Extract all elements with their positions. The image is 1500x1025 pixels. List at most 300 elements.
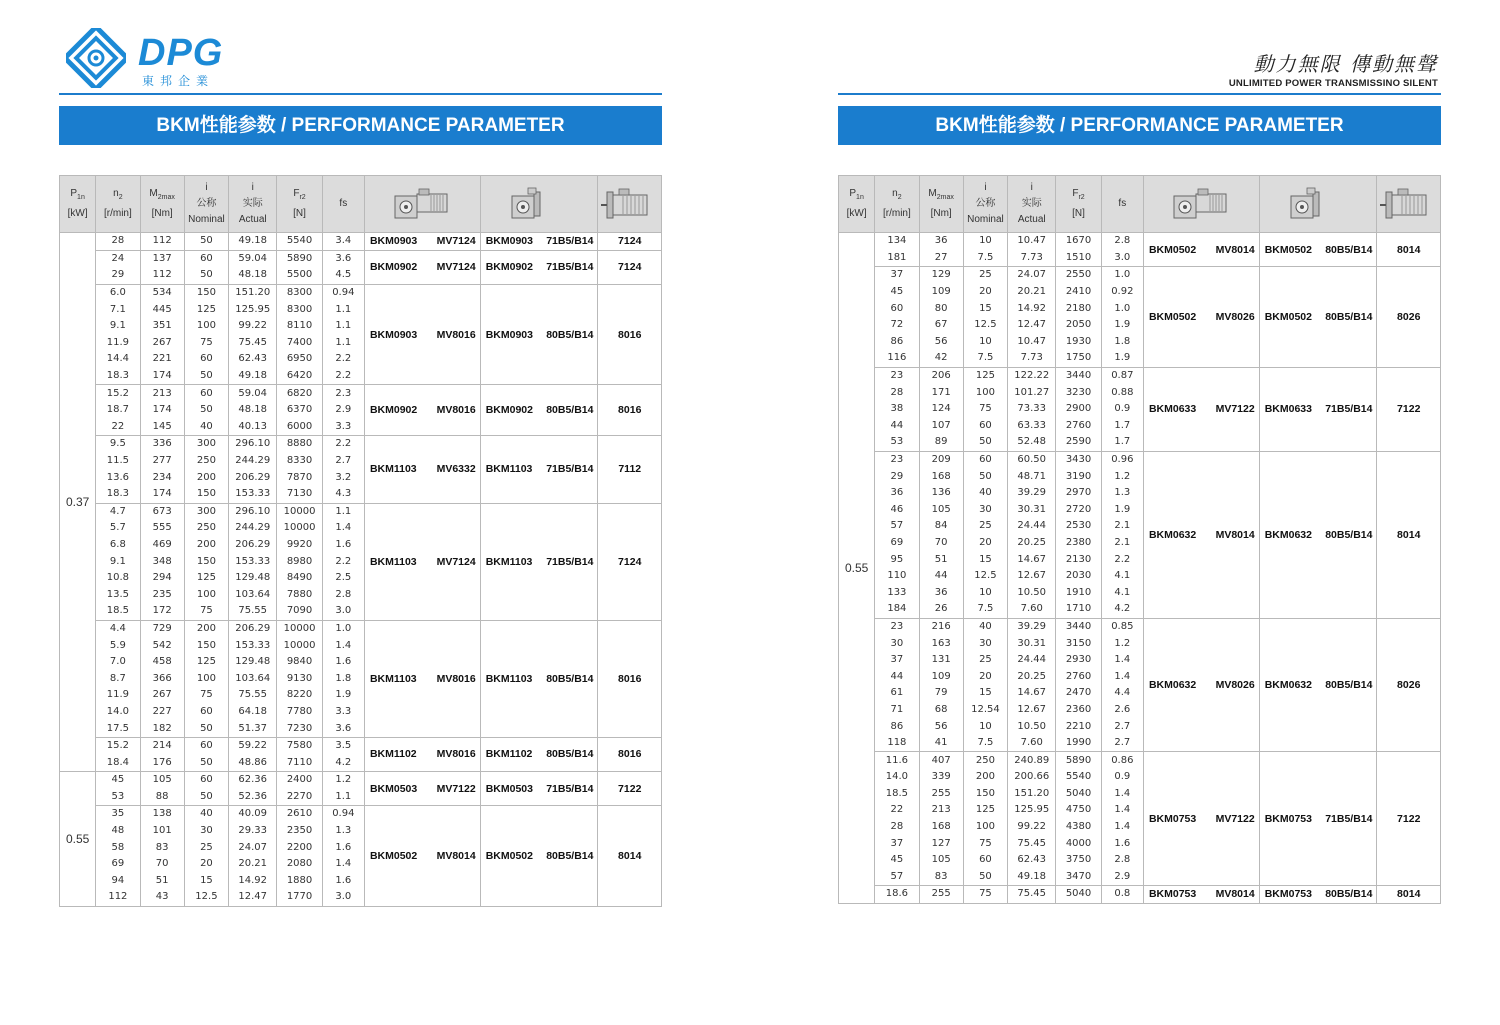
force-cell: 8300 xyxy=(277,301,322,318)
ratio-actual-cell: 12.67 xyxy=(1008,568,1056,585)
ratio-nominal-cell: 60 xyxy=(184,772,228,789)
torque-cell: 176 xyxy=(140,754,184,771)
speed-cell: 134 xyxy=(875,233,919,250)
torque-cell: 729 xyxy=(140,620,184,637)
speed-cell: 24 xyxy=(96,250,140,267)
fs-cell: 2.1 xyxy=(1101,518,1143,535)
model-m1-cell: BKM0903 xyxy=(364,284,424,385)
ratio-actual-cell: 7.60 xyxy=(1008,735,1056,752)
slogan-en: UNLIMITED POWER TRANSMISSINO SILENT xyxy=(1228,78,1438,89)
model-m4-cell: 71B5/B14 xyxy=(539,436,598,503)
col-power-sub: 1n xyxy=(856,194,864,201)
torque-cell: 44 xyxy=(919,568,963,585)
torque-cell: 89 xyxy=(919,434,963,451)
force-cell: 2400 xyxy=(277,772,322,789)
model-m2-cell: MV7122 xyxy=(425,772,480,806)
ratio-nominal-cell: 50 xyxy=(963,434,1007,451)
ratio-nominal-cell: 15 xyxy=(963,551,1007,568)
model-m4-cell: 80B5/B14 xyxy=(539,385,598,436)
speed-cell: 14.0 xyxy=(875,769,919,786)
force-cell: 3750 xyxy=(1056,852,1101,869)
ratio-nominal-cell: 10 xyxy=(963,233,1007,250)
ratio-actual-cell: 103.64 xyxy=(229,670,277,687)
ratio-nominal-cell: 200 xyxy=(963,769,1007,786)
force-cell: 2610 xyxy=(277,806,322,823)
col-power-sub: 1n xyxy=(77,194,85,201)
ratio-nominal-cell: 25 xyxy=(963,267,1007,284)
ratio-actual-cell: 99.22 xyxy=(1008,819,1056,836)
ratio-actual-cell: 125.95 xyxy=(1008,802,1056,819)
ratio-actual-cell: 40.09 xyxy=(229,806,277,823)
ratio-nominal-cell: 25 xyxy=(184,839,228,856)
table-row xyxy=(60,806,662,823)
ratio-actual-cell: 14.92 xyxy=(1008,300,1056,317)
torque-cell: 43 xyxy=(140,889,184,906)
col-ratio-actual xyxy=(1008,176,1056,233)
speed-cell: 72 xyxy=(875,317,919,334)
table-row xyxy=(60,385,662,402)
torque-cell: 294 xyxy=(140,570,184,587)
fs-cell: 1.4 xyxy=(1101,819,1143,836)
torque-cell: 555 xyxy=(140,520,184,537)
speed-cell: 69 xyxy=(875,535,919,552)
model-m3-cell: BKM0632 xyxy=(1259,451,1317,618)
torque-cell: 336 xyxy=(140,436,184,453)
speed-cell: 37 xyxy=(875,652,919,669)
ratio-actual-cell: 29.33 xyxy=(229,823,277,840)
speed-cell: 58 xyxy=(96,839,140,856)
fs-cell: 2.6 xyxy=(1101,702,1143,719)
torque-cell: 214 xyxy=(140,737,184,754)
col-speed xyxy=(875,176,919,233)
force-cell: 2270 xyxy=(277,789,322,806)
model-m2-cell: MV7124 xyxy=(425,233,480,251)
slogan xyxy=(1229,48,1438,89)
torque-cell: 174 xyxy=(140,402,184,419)
fs-cell: 2.2 xyxy=(322,436,364,453)
ratio-nominal-cell: 200 xyxy=(184,620,228,637)
ratio-actual-cell: 24.44 xyxy=(1008,652,1056,669)
col-force-letter: F xyxy=(1072,188,1079,199)
col-force-unit: [N] xyxy=(293,208,306,219)
col-gearmotor xyxy=(364,176,480,233)
force-cell: 5500 xyxy=(277,267,322,284)
ratio-actual-cell: 296.10 xyxy=(229,436,277,453)
ratio-nominal-cell: 20 xyxy=(184,856,228,873)
force-cell: 2470 xyxy=(1056,685,1101,702)
force-cell: 1510 xyxy=(1056,250,1101,267)
force-cell: 5540 xyxy=(1056,769,1101,786)
ratio-nominal-cell: 250 xyxy=(184,453,228,470)
speed-cell: 46 xyxy=(875,502,919,519)
torque-cell: 277 xyxy=(140,453,184,470)
torque-cell: 255 xyxy=(919,886,963,904)
model-m2-cell: MV8016 xyxy=(425,284,480,385)
col-torque-unit: [Nm] xyxy=(151,208,173,219)
force-cell: 2350 xyxy=(277,823,322,840)
torque-cell: 36 xyxy=(919,584,963,601)
force-cell: 3230 xyxy=(1056,384,1101,401)
model-m5-cell: 7124 xyxy=(598,250,662,284)
fs-cell: 2.7 xyxy=(1101,735,1143,752)
torque-cell: 534 xyxy=(140,284,184,301)
ratio-nominal-cell: 75 xyxy=(184,603,228,620)
model-m4-cell: 80B5/B14 xyxy=(1318,267,1377,368)
table-row xyxy=(839,451,1441,468)
fs-cell: 4.4 xyxy=(1101,685,1143,702)
speed-cell: 14.0 xyxy=(96,704,140,721)
force-cell: 10000 xyxy=(277,503,322,520)
speed-cell: 13.6 xyxy=(96,469,140,486)
col-power-symbol xyxy=(839,186,874,206)
ratio-nominal-cell: 12.5 xyxy=(963,317,1007,334)
speed-cell: 18.3 xyxy=(96,486,140,503)
col-power-unit: [kW] xyxy=(846,208,867,219)
model-m1-cell: BKM0502 xyxy=(1143,233,1203,267)
fs-cell: 0.88 xyxy=(1101,384,1143,401)
model-m1-cell: BKM1103 xyxy=(364,503,424,620)
gear-motor-icon xyxy=(1170,184,1232,224)
force-cell: 2970 xyxy=(1056,485,1101,502)
torque-cell: 469 xyxy=(140,537,184,554)
ratio-nominal-cell: 60 xyxy=(184,704,228,721)
fs-cell: 0.9 xyxy=(1101,401,1143,418)
speed-cell: 86 xyxy=(875,334,919,351)
force-cell: 2130 xyxy=(1056,551,1101,568)
fs-cell: 3.2 xyxy=(322,469,364,486)
ratio-nominal-cell: 50 xyxy=(963,869,1007,886)
ratio-i: i xyxy=(251,182,254,193)
torque-cell: 407 xyxy=(919,752,963,769)
ratio-nominal-cell: 100 xyxy=(963,819,1007,836)
model-m3-cell: BKM0753 xyxy=(1259,886,1317,904)
speed-cell: 4.7 xyxy=(96,503,140,520)
ratio-actual-cell: 151.20 xyxy=(229,284,277,301)
model-m4-cell: 71B5/B14 xyxy=(539,772,598,806)
torque-cell: 136 xyxy=(919,485,963,502)
force-cell: 2200 xyxy=(277,839,322,856)
speed-cell: 86 xyxy=(875,718,919,735)
speed-cell: 28 xyxy=(96,233,140,251)
force-cell: 2760 xyxy=(1056,668,1101,685)
ratio-actual-cell: 75.55 xyxy=(229,687,277,704)
ratio-actual-cell: 62.43 xyxy=(229,351,277,368)
fs-cell: 4.3 xyxy=(322,486,364,503)
ratio-actual-cell: 244.29 xyxy=(229,520,277,537)
ratio-actual-cell: 206.29 xyxy=(229,537,277,554)
speed-cell: 133 xyxy=(875,584,919,601)
col-ratio-nominal xyxy=(184,176,228,233)
slogan-cn: 動力無限 傳動無聲 xyxy=(1253,52,1438,76)
speed-cell: 45 xyxy=(96,772,140,789)
table-row xyxy=(839,752,1441,769)
fs-cell: 2.3 xyxy=(322,385,364,402)
model-m4-cell: 80B5/B14 xyxy=(1318,451,1377,618)
speed-cell: 18.3 xyxy=(96,368,140,385)
speed-cell: 110 xyxy=(875,568,919,585)
torque-cell: 109 xyxy=(919,284,963,301)
ratio-nominal-cell: 12.5 xyxy=(184,889,228,906)
model-m1-cell: BKM0633 xyxy=(1143,367,1203,451)
speed-cell: 36 xyxy=(875,485,919,502)
fs-cell: 3.0 xyxy=(322,603,364,620)
ratio-actual-cell: 40.13 xyxy=(229,419,277,436)
col-speed-unit: [r/min] xyxy=(103,208,132,219)
ratio-actual-cell: 48.18 xyxy=(229,267,277,284)
ratio-nominal-cell: 250 xyxy=(184,520,228,537)
force-cell: 1990 xyxy=(1056,735,1101,752)
torque-cell: 56 xyxy=(919,334,963,351)
torque-cell: 163 xyxy=(919,635,963,652)
ratio-nominal-cell: 15 xyxy=(963,300,1007,317)
fs-cell: 4.1 xyxy=(1101,584,1143,601)
fs-cell: 1.2 xyxy=(1101,468,1143,485)
fs-cell: 1.1 xyxy=(322,789,364,806)
ratio-actual-cell: 48.18 xyxy=(229,402,277,419)
speed-cell: 57 xyxy=(875,518,919,535)
fs-cell: 1.2 xyxy=(322,772,364,789)
ratio-actual-cell: 206.29 xyxy=(229,620,277,637)
torque-cell: 206 xyxy=(919,367,963,384)
torque-cell: 366 xyxy=(140,670,184,687)
model-m1-cell: BKM0503 xyxy=(364,772,424,806)
ratio-nominal-cell: 100 xyxy=(184,318,228,335)
ratio-i: i xyxy=(205,182,208,193)
fs-cell: 1.4 xyxy=(322,856,364,873)
model-m5-cell: 8016 xyxy=(598,284,662,385)
ratio-actual-cell: 64.18 xyxy=(229,704,277,721)
nominal-cn: 公称 xyxy=(975,198,996,209)
ratio-i: i xyxy=(1030,182,1033,193)
ratio-actual-cell: 62.36 xyxy=(229,772,277,789)
table-body xyxy=(60,233,662,907)
ratio-nominal-cell: 200 xyxy=(184,537,228,554)
ratio-actual-cell: 14.92 xyxy=(229,873,277,890)
model-m2-cell: MV8026 xyxy=(1204,267,1259,368)
speed-cell: 15.2 xyxy=(96,385,140,402)
speed-cell: 37 xyxy=(875,267,919,284)
ratio-nominal-cell: 12.54 xyxy=(963,702,1007,719)
col-speed-symbol xyxy=(96,186,139,206)
model-m3-cell: BKM0502 xyxy=(480,806,538,907)
fs-cell: 3.6 xyxy=(322,720,364,737)
force-cell: 8220 xyxy=(277,687,322,704)
force-cell: 2530 xyxy=(1056,518,1101,535)
gear-motor-icon xyxy=(391,184,453,224)
model-m2-cell: MV7124 xyxy=(425,250,480,284)
force-cell: 1710 xyxy=(1056,601,1101,618)
ratio-nominal-cell: 75 xyxy=(184,687,228,704)
fs-cell: 3.3 xyxy=(322,419,364,436)
section-title: BKM性能参数 / PERFORMANCE PARAMETER xyxy=(838,106,1441,145)
torque-cell: 68 xyxy=(919,702,963,719)
force-cell: 8330 xyxy=(277,453,322,470)
speed-cell: 7.0 xyxy=(96,654,140,671)
model-m1-cell: BKM0502 xyxy=(1143,267,1203,368)
model-m2-cell: MV8014 xyxy=(1204,233,1259,267)
col-torque-symbol xyxy=(141,186,184,206)
actual-en: Actual xyxy=(238,214,267,225)
col-torque-sub: 2max xyxy=(157,194,175,201)
force-cell: 10000 xyxy=(277,520,322,537)
model-m4-cell: 80B5/B14 xyxy=(539,284,598,385)
ratio-actual-cell: 153.33 xyxy=(229,637,277,654)
speed-cell: 29 xyxy=(875,468,919,485)
col-force-sub: r2 xyxy=(299,194,306,201)
ratio-nominal-cell: 50 xyxy=(963,468,1007,485)
torque-cell: 351 xyxy=(140,318,184,335)
speed-cell: 57 xyxy=(875,869,919,886)
ratio-nominal-cell: 100 xyxy=(184,670,228,687)
ratio-nominal-cell: 15 xyxy=(963,685,1007,702)
ratio-nominal-cell: 10 xyxy=(963,584,1007,601)
force-cell: 6000 xyxy=(277,419,322,436)
torque-cell: 235 xyxy=(140,586,184,603)
ratio-actual-cell: 59.22 xyxy=(229,737,277,754)
torque-cell: 51 xyxy=(919,551,963,568)
motor-icon xyxy=(1378,184,1440,224)
torque-cell: 168 xyxy=(919,819,963,836)
fs-cell: 1.6 xyxy=(322,537,364,554)
fs-cell: 0.9 xyxy=(1101,769,1143,786)
model-m4-cell: 71B5/B14 xyxy=(1318,752,1377,886)
fs-cell: 1.4 xyxy=(1101,668,1143,685)
ratio-nominal-cell: 50 xyxy=(184,402,228,419)
fs-cell: 2.2 xyxy=(322,351,364,368)
speed-cell: 5.9 xyxy=(96,637,140,654)
force-cell: 2550 xyxy=(1056,267,1101,284)
ratio-actual-cell: 75.45 xyxy=(229,335,277,352)
power-cell: 0.37 xyxy=(60,233,96,772)
force-cell: 8110 xyxy=(277,318,322,335)
force-cell: 5540 xyxy=(277,233,322,251)
fs-cell: 1.0 xyxy=(322,620,364,637)
col-fs-letter: fs xyxy=(1118,198,1127,209)
col-fs-symbol xyxy=(323,196,364,212)
col-power xyxy=(60,176,96,233)
force-cell: 8490 xyxy=(277,570,322,587)
col-power-letter: P xyxy=(849,188,857,199)
torque-cell: 80 xyxy=(919,300,963,317)
ratio-actual-cell: 20.21 xyxy=(229,856,277,873)
col-force-symbol xyxy=(1056,186,1100,206)
force-cell: 7870 xyxy=(277,469,322,486)
fs-cell: 1.1 xyxy=(322,335,364,352)
force-cell: 2360 xyxy=(1056,702,1101,719)
torque-cell: 105 xyxy=(919,502,963,519)
gear-flange-icon xyxy=(508,184,570,224)
force-cell: 5040 xyxy=(1056,886,1101,904)
ratio-actual-cell: 20.25 xyxy=(1008,668,1056,685)
table-row xyxy=(60,620,662,637)
ratio-actual-cell: 200.66 xyxy=(1008,769,1056,786)
col-force xyxy=(277,176,322,233)
fs-cell: 0.87 xyxy=(1101,367,1143,384)
speed-cell: 9.5 xyxy=(96,436,140,453)
col-ratio-actual xyxy=(229,176,277,233)
ratio-actual-cell: 14.67 xyxy=(1008,685,1056,702)
model-m4-cell: 71B5/B14 xyxy=(539,503,598,620)
col-torque xyxy=(919,176,963,233)
torque-cell: 105 xyxy=(140,772,184,789)
torque-cell: 101 xyxy=(140,823,184,840)
force-cell: 4380 xyxy=(1056,819,1101,836)
ratio-nominal-cell: 60 xyxy=(963,418,1007,435)
ratio-actual-cell: 153.33 xyxy=(229,486,277,503)
ratio-actual-cell: 24.07 xyxy=(229,839,277,856)
section-title: BKM性能参数 / PERFORMANCE PARAMETER xyxy=(59,106,662,145)
ratio-nominal-cell: 200 xyxy=(184,469,228,486)
model-m3-cell: BKM0753 xyxy=(1259,752,1317,886)
fs-cell: 1.9 xyxy=(1101,502,1143,519)
torque-cell: 107 xyxy=(919,418,963,435)
ratio-nominal-cell: 60 xyxy=(184,351,228,368)
model-m2-cell: MV7124 xyxy=(425,503,480,620)
ratio-nominal-cell: 150 xyxy=(184,637,228,654)
torque-cell: 172 xyxy=(140,603,184,620)
speed-cell: 53 xyxy=(875,434,919,451)
speed-cell: 116 xyxy=(875,350,919,367)
ratio-nominal-cell: 60 xyxy=(963,451,1007,468)
speed-cell: 10.8 xyxy=(96,570,140,587)
fs-cell: 1.7 xyxy=(1101,418,1143,435)
model-m4-cell: 80B5/B14 xyxy=(1318,618,1377,752)
ratio-nominal-cell: 25 xyxy=(963,652,1007,669)
torque-cell: 27 xyxy=(919,250,963,267)
speed-cell: 15.2 xyxy=(96,737,140,754)
ratio-nominal-cell: 50 xyxy=(184,754,228,771)
ratio-nominal-cell: 60 xyxy=(184,737,228,754)
ratio-actual-cell: 153.33 xyxy=(229,553,277,570)
torque-cell: 51 xyxy=(140,873,184,890)
ratio-actual-cell: 240.89 xyxy=(1008,752,1056,769)
col-force-sub: r2 xyxy=(1078,194,1085,201)
force-cell: 8980 xyxy=(277,553,322,570)
left-page xyxy=(59,0,662,1025)
ratio-nominal-cell: 300 xyxy=(184,503,228,520)
fs-cell: 4.2 xyxy=(322,754,364,771)
ratio-actual-cell: 12.47 xyxy=(229,889,277,906)
col-gear-flange xyxy=(1259,176,1377,233)
dpg-logo xyxy=(66,28,256,90)
speed-cell: 11.5 xyxy=(96,453,140,470)
fs-cell: 4.1 xyxy=(1101,568,1143,585)
fs-cell: 3.4 xyxy=(322,233,364,251)
ratio-actual-cell: 52.48 xyxy=(1008,434,1056,451)
ratio-actual-cell: 73.33 xyxy=(1008,401,1056,418)
force-cell: 1880 xyxy=(277,873,322,890)
model-m3-cell: BKM0502 xyxy=(1259,233,1317,267)
torque-cell: 83 xyxy=(919,869,963,886)
fs-cell: 2.5 xyxy=(322,570,364,587)
ratio-nominal-cell: 40 xyxy=(184,806,228,823)
col-force-letter: F xyxy=(293,188,300,199)
fs-cell: 3.3 xyxy=(322,704,364,721)
fs-cell: 0.94 xyxy=(322,806,364,823)
header-rule xyxy=(59,93,662,95)
model-m1-cell: BKM0902 xyxy=(364,250,424,284)
ratio-actual-cell: 7.73 xyxy=(1008,350,1056,367)
torque-cell: 213 xyxy=(140,385,184,402)
model-m3-cell: BKM0632 xyxy=(1259,618,1317,752)
speed-cell: 60 xyxy=(875,300,919,317)
speed-cell: 61 xyxy=(875,685,919,702)
ratio-nominal-cell: 60 xyxy=(963,852,1007,869)
ratio-actual-cell: 52.36 xyxy=(229,789,277,806)
ratio-actual-cell: 10.50 xyxy=(1008,584,1056,601)
torque-cell: 174 xyxy=(140,368,184,385)
ratio-nominal-cell: 125 xyxy=(963,802,1007,819)
